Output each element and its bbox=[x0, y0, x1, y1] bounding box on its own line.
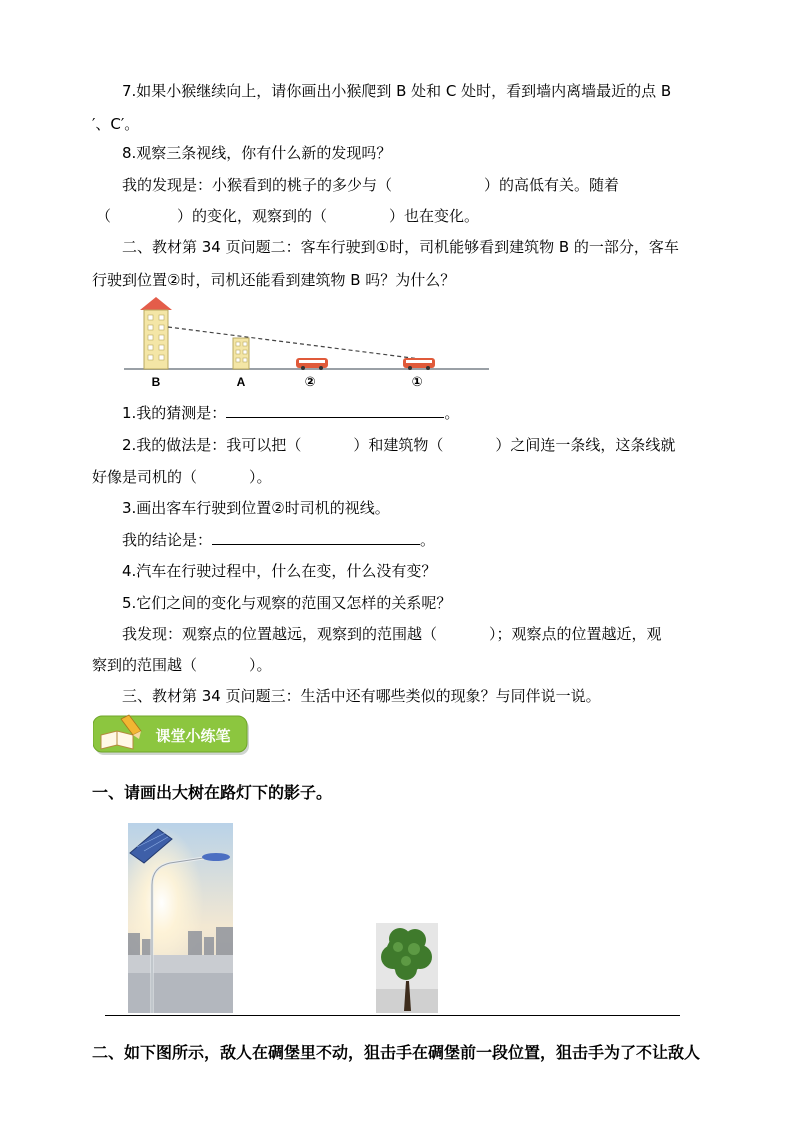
answer1-suffix: 。 bbox=[444, 404, 460, 422]
label-b: B bbox=[151, 375, 161, 389]
q8-question: 8.观察三条视线，你有什么新的发现吗？ bbox=[122, 144, 392, 162]
label-a: A bbox=[236, 375, 246, 389]
answer5-finding-line2 bbox=[92, 655, 272, 675]
exercise2-title: 二、如下图所示，敌人在碉堡里不动，狙击手在碉堡前一段位置，狙击手为了不让敌人 bbox=[92, 1043, 701, 1062]
q8-finding-a: 我的发现是：小猴看到的桃子的多少与（ bbox=[122, 176, 393, 194]
answer3-conclusion-blank[interactable] bbox=[212, 530, 420, 545]
answer5-find-b: ）；观察点的位置越近，观 bbox=[489, 625, 662, 643]
section2-line2: 行驶到位置②时，司机还能看到建筑物 B 吗？为什么？ bbox=[92, 271, 456, 289]
answer3: 3.画出客车行驶到位置②时司机的视线。 bbox=[122, 499, 390, 517]
answer5-find-a: 我发现：观察点的位置越远，观察到的范围越（ bbox=[122, 625, 438, 643]
answer2-e: ）。 bbox=[249, 468, 272, 486]
ground-line-exercise1 bbox=[105, 1015, 680, 1016]
badge-label: 课堂小练笔 bbox=[155, 727, 231, 745]
building-a bbox=[233, 338, 249, 369]
street-lamp-image bbox=[128, 823, 233, 1013]
answer2-line1 bbox=[122, 435, 675, 455]
answer1-blank[interactable] bbox=[226, 403, 444, 418]
answer1 bbox=[122, 403, 459, 423]
label-position-1: ① bbox=[411, 375, 423, 390]
answer3-conclusion-suffix: 。 bbox=[420, 531, 436, 549]
q8-finding-line1 bbox=[122, 175, 619, 195]
practice-badge bbox=[93, 713, 251, 759]
q7-line1: 7.如果小猴继续向上，请你画出小猴爬到 B 处和 C 处时，看到墙内离墙最近的点 B bbox=[122, 82, 672, 100]
q8-finding-line2 bbox=[96, 206, 479, 226]
q8-finding-c: （ bbox=[96, 207, 112, 225]
q7-line2: ′、C′。 bbox=[92, 115, 140, 133]
answer3-conclusion bbox=[122, 530, 435, 550]
lamp-head bbox=[202, 853, 230, 861]
answer4: 4.汽车在行驶过程中，什么在变，什么没有变？ bbox=[122, 562, 437, 580]
answer5-find-c: 察到的范围越（ bbox=[92, 656, 198, 674]
answer2-c: ）之间连一条线，这条线就 bbox=[495, 436, 676, 454]
q8-finding-e: ）也在变化。 bbox=[389, 207, 480, 225]
answer5-finding-line1 bbox=[122, 624, 662, 644]
section2-line1: 二、教材第 34 页问题二：客车行驶到①时，司机能够看到建筑物 B 的一部分，客车 bbox=[122, 238, 679, 256]
q8-finding-d: ）的变化，观察到的（ bbox=[177, 207, 328, 225]
answer2-a: 2.我的做法是：我可以把（ bbox=[122, 436, 302, 454]
answer1-prefix: 1.我的猜测是： bbox=[122, 404, 227, 422]
tree-image bbox=[376, 923, 438, 1013]
bus-building-diagram bbox=[124, 296, 494, 392]
section3: 三、教材第 34 页问题三：生活中还有哪些类似的现象？与同伴说一说。 bbox=[122, 687, 601, 705]
answer2-d: 好像是司机的（ bbox=[92, 468, 198, 486]
answer2-b: ）和建筑物（ bbox=[353, 436, 444, 454]
answer3-conclusion-prefix: 我的结论是： bbox=[122, 531, 213, 549]
building-b-roof bbox=[140, 297, 172, 310]
q8-finding-b: ）的高低有关。随着 bbox=[484, 176, 620, 194]
answer2-line2 bbox=[92, 467, 272, 487]
label-position-2: ② bbox=[304, 375, 316, 390]
building-b bbox=[140, 297, 172, 369]
sight-line bbox=[168, 327, 420, 359]
answer5-find-d: ）。 bbox=[249, 656, 272, 674]
answer5: 5.它们之间的变化与观察的范围又怎样的关系呢？ bbox=[122, 594, 452, 612]
exercise1-title: 一、请画出大树在路灯下的影子。 bbox=[92, 783, 333, 802]
